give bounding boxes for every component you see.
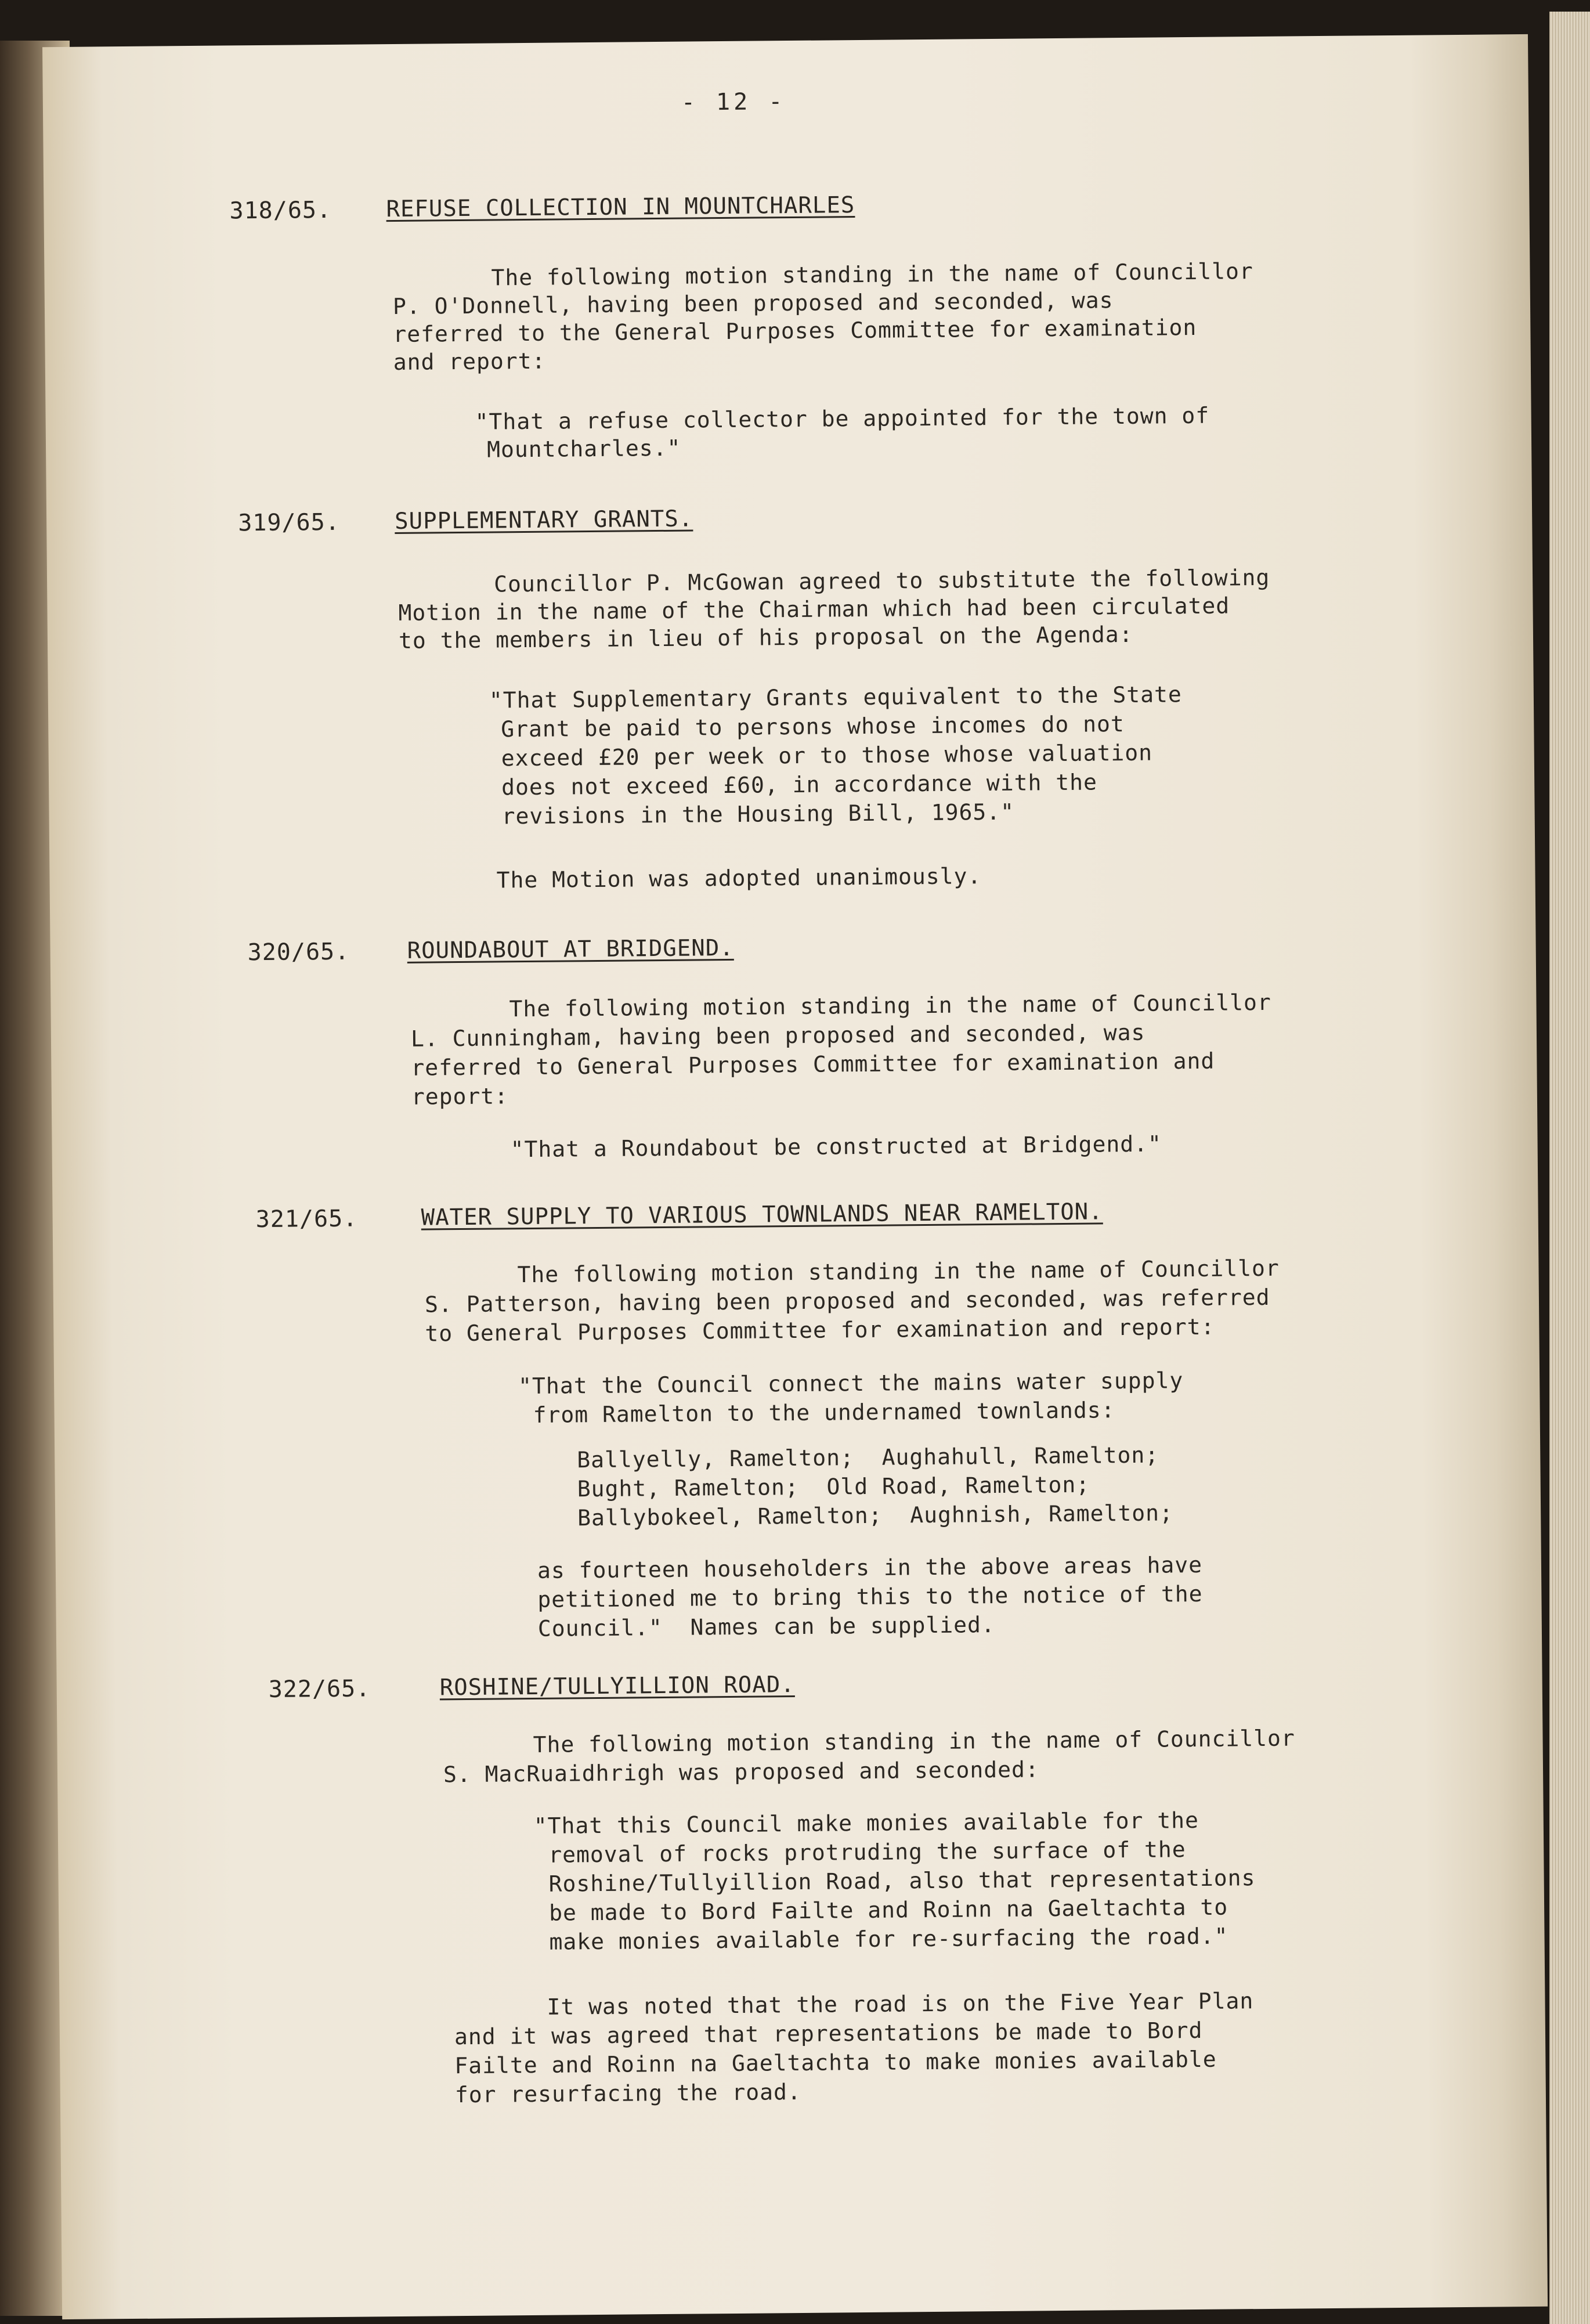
body-line: Councillor P. McGowan agreed to substitute the following xyxy=(493,564,1270,597)
document-page xyxy=(42,34,1548,2319)
body-line: referred to the General Purposes Committee for examination xyxy=(393,314,1197,347)
page-edges xyxy=(1549,12,1590,2324)
quote-line: does not exceed £60, in accordance with the xyxy=(501,769,1098,800)
minute-number: 320/65. xyxy=(247,938,350,966)
townland-line: Bught, Ramelton; Old Road, Ramelton; xyxy=(577,1471,1090,1502)
quote-line: "That a refuse collector be appointed for the town of xyxy=(475,402,1210,435)
minute-number: 322/65. xyxy=(268,1675,371,1703)
quote-line: from Ramelton to the undernamed townlands: xyxy=(533,1397,1115,1428)
body-line: report: xyxy=(411,1083,509,1110)
body-line: to General Purposes Committee for examination and report: xyxy=(425,1313,1215,1347)
quote-line: revisions in the Housing Bill, 1965." xyxy=(501,799,1015,829)
quote-line: be made to Bord Failte and Roinn na Gaeltachta to xyxy=(548,1894,1228,1926)
quote-line: Roshine/Tullyillion Road, also that representations xyxy=(548,1865,1256,1897)
quote-line: Mountcharles." xyxy=(486,435,681,463)
quote-line: "That the Council connect the mains water supply xyxy=(518,1367,1184,1399)
body-line: Motion in the name of the Chairman which had been circulated xyxy=(398,593,1230,626)
townland-line: Ballybokeel, Ramelton; Aughnish, Ramelton; xyxy=(577,1500,1174,1531)
body-line: L. Cunningham, having been proposed and seconded, was xyxy=(410,1019,1145,1052)
body-line: to the members in lieu of his proposal on the Agenda: xyxy=(398,621,1133,654)
minute-number: 321/65. xyxy=(255,1205,358,1233)
body-line: S. Patterson, having been proposed and seconded, was referred xyxy=(424,1284,1270,1318)
quote-line: "That this Council make monies available for the xyxy=(533,1807,1199,1839)
townland-line: Ballyelly, Ramelton; Aughahull, Ramelton; xyxy=(577,1442,1159,1473)
minute-number: 319/65. xyxy=(238,508,340,537)
body-line: The following motion standing in the name of Councillor xyxy=(509,989,1271,1022)
quote-line: "That a Roundabout be constructed at Bridgend." xyxy=(510,1131,1162,1163)
conclusion-line: for resurfacing the road. xyxy=(454,2078,801,2108)
conclusion-line: and it was agreed that representations be made to Bord xyxy=(454,2017,1203,2050)
minute-number: 318/65. xyxy=(229,196,332,225)
body-line: and report: xyxy=(393,348,546,375)
minute-heading: SUPPLEMENTARY GRANTS. xyxy=(394,506,693,535)
quote-line: Grant be paid to persons whose incomes do not xyxy=(501,711,1125,742)
body-line: referred to General Purposes Committee for examination and xyxy=(411,1048,1215,1081)
conclusion-line: It was noted that the road is on the Five Year Plan xyxy=(547,1988,1254,2020)
quote-line: "That Supplementary Grants equivalent to the State xyxy=(489,681,1182,713)
quote-line: Council." Names can be supplied. xyxy=(537,1612,995,1641)
body-line: The following motion standing in the name of Councillor xyxy=(533,1725,1296,1758)
quote-line: petitioned me to bring this to the notice of the xyxy=(537,1580,1203,1612)
resolution-note: The Motion was adopted unanimously. xyxy=(496,863,982,893)
minute-heading: WATER SUPPLY TO VARIOUS TOWNLANDS NEAR RAMELTON. xyxy=(421,1199,1103,1231)
minute-heading: ROSHINE/TULLYILLION ROAD. xyxy=(439,1672,795,1701)
page-number: - 12 - xyxy=(681,88,786,116)
quote-line: removal of rocks protruding the surface of the xyxy=(548,1836,1186,1868)
body-line: P. O'Donnell, having been proposed and seconded, was xyxy=(392,287,1114,319)
quote-line: as fourteen householders in the above areas have xyxy=(537,1551,1203,1583)
body-line: S. MacRuaidhrigh was proposed and seconded: xyxy=(443,1756,1039,1788)
quote-line: exceed £20 per week or to those whose valuation xyxy=(501,739,1153,771)
conclusion-line: Failte and Roinn na Gaeltachta to make monies available xyxy=(454,2046,1217,2079)
minute-heading: ROUNDABOUT AT BRIDGEND. xyxy=(407,934,734,964)
body-line: The following motion standing in the name of Councillor xyxy=(517,1255,1280,1288)
page-content xyxy=(42,34,1548,2319)
minute-heading: REFUSE COLLECTION IN MOUNTCHARLES xyxy=(386,192,855,223)
quote-line: make monies available for re-surfacing the road." xyxy=(549,1923,1228,1955)
body-line: The following motion standing in the name of Councillor xyxy=(491,258,1253,291)
